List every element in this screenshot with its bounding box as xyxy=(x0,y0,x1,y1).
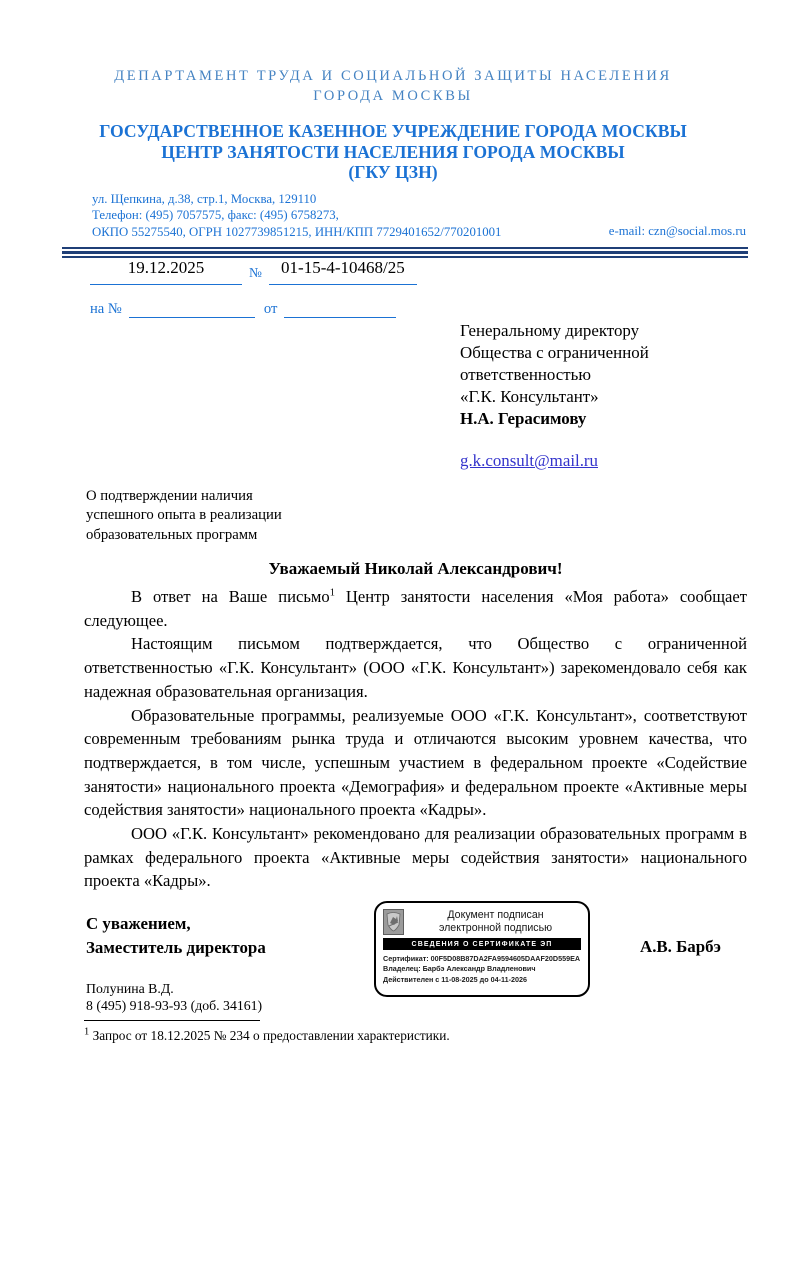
recipient-line: Генеральному директору xyxy=(460,321,640,340)
signer-name: А.В. Барбэ xyxy=(640,937,721,956)
organization-line1: ГОСУДАРСТВЕННОЕ КАЗЕННОЕ УЧРЕЖДЕНИЕ ГОРОДА МОСКВЫ xyxy=(99,121,687,141)
stamp-title-line: Документ подписан xyxy=(447,909,544,922)
footnote-ref-mark: 1 xyxy=(84,1026,90,1038)
paragraph-1-text: В ответ на Ваше письмо xyxy=(131,587,330,606)
letterhead-divider-line xyxy=(62,251,748,255)
subject-line: образовательных программ xyxy=(86,526,258,543)
subject-line: О подтверждении наличия xyxy=(86,488,253,504)
reply-number-field xyxy=(129,299,255,318)
paragraph-1-text: Центр занятости населения «Моя работа» сообщает следующее. xyxy=(84,587,747,630)
letterhead-codes: ОКПО 55275540, ОГРН 1027739851215, ИНН/КПП 7729401652/770201001 xyxy=(92,224,502,239)
letter-date: 19.12.2025 xyxy=(127,258,205,277)
stamp-validity: Действителен с 11-08-2025 до 04-11-2026 xyxy=(383,975,527,985)
letter-body xyxy=(84,585,747,893)
department-header xyxy=(0,66,786,106)
paragraph-4: ООО «Г.К. Консультант» рекомендовано для реализации образовательных программ в рамках федерального проекта «Активные меры содействия занятости» национального проекта «Кадры». xyxy=(84,824,747,891)
recipient-block xyxy=(460,320,649,430)
letterhead-phone: Телефон: (495) 7057575, факс: (495) 6758273, xyxy=(92,208,339,223)
department-line2: ГОРОДА МОСКВЫ xyxy=(313,88,473,104)
stamp-title-line: электронной подписью xyxy=(438,922,553,934)
reply-reference-row xyxy=(90,299,396,318)
number-sign: № xyxy=(249,265,262,280)
footnote-divider xyxy=(84,1020,260,1021)
electronic-signature-stamp xyxy=(374,901,590,997)
paragraph-1 xyxy=(84,585,747,632)
stamp-title xyxy=(410,909,581,935)
executor-block xyxy=(86,980,262,1014)
executor-phone: 8 (495) 918-93-93 (доб. 34161) xyxy=(86,998,263,1013)
signature-block xyxy=(86,912,266,960)
letter-date-field xyxy=(90,258,242,285)
stamp-header xyxy=(383,909,581,935)
subject-line: успешного опыта в реализации xyxy=(86,507,282,524)
recipient-name: Н.А. Герасимову xyxy=(460,409,587,428)
reply-to-label: на № xyxy=(90,301,122,317)
signer-position: Заместитель директора xyxy=(86,938,266,957)
recipient-line: «Г.К. Консультант» xyxy=(460,387,599,406)
paragraph-3: Образовательные программы, реализуемые ООО «Г.К. Консультант», соответствуют современным требованиям рынка труда и отличаются высоким уровнем качества, что подтверждается, в том числе, успешным участием в федеральном проекте «Содействие занятости» национального проекта «Демография» и федеральном проекте «Активные меры содействия занятости» национального проекта «Кадры». xyxy=(84,705,747,820)
organization-header xyxy=(0,121,786,183)
recipient-line: Общества с ограниченной xyxy=(460,343,649,362)
footnote-text: Запрос от 18.12.2025 № 234 о предоставлении характеристики. xyxy=(89,1028,450,1043)
stamp-owner: Владелец: Барбэ Александр Владленович xyxy=(383,964,536,974)
department-line1: ДЕПАРТАМЕНТ ТРУДА И СОЦИАЛЬНОЙ ЗАЩИТЫ НАСЕЛЕНИЯ xyxy=(114,68,672,84)
letterhead-email: e-mail: czn@social.mos.ru xyxy=(608,224,746,238)
reply-date-field xyxy=(284,299,396,318)
organization-line3: (ГКУ ЦЗН) xyxy=(348,162,438,182)
letter-number-field xyxy=(269,258,417,285)
letterhead-contacts xyxy=(92,191,501,240)
footnote-reference-mark: 1 xyxy=(329,587,335,599)
letterhead-divider-line xyxy=(62,247,748,249)
moscow-coat-of-arms-icon xyxy=(383,909,404,935)
stamp-certificate-number: Сертификат: 00F5D08B87DA2FA9594605DAAF20D559EA xyxy=(383,953,581,963)
paragraph-2: Настоящим письмом подтверждается, что Общество с ограниченной ответственностью «Г.К. Консультант» (ООО «Г.К. Консультант») зарекомендовало себя как надежная образовательная организация. xyxy=(84,634,747,701)
reply-from-label: от xyxy=(263,301,278,317)
closing-phrase: С уважением, xyxy=(86,914,191,933)
salutation: Уважаемый Николай Александрович! xyxy=(268,559,563,578)
footnote xyxy=(84,1028,450,1044)
recipient-line: ответственностью xyxy=(460,365,591,384)
executor-name: Полунина В.Д. xyxy=(86,981,174,996)
recipient-email-link[interactable]: g.k.consult@mail.ru xyxy=(460,451,598,470)
subject-block xyxy=(86,487,282,545)
letter-number: 01-15-4-10468/25 xyxy=(281,258,405,277)
letterhead-address: ул. Щепкина, д.38, стр.1, Москва, 129110 xyxy=(92,192,317,206)
reference-row xyxy=(90,258,417,285)
stamp-certificate-bar: СВЕДЕНИЯ О СЕРТИФИКАТЕ ЭП xyxy=(383,938,581,950)
organization-line2: ЦЕНТР ЗАНЯТОСТИ НАСЕЛЕНИЯ ГОРОДА МОСКВЫ xyxy=(161,141,625,162)
